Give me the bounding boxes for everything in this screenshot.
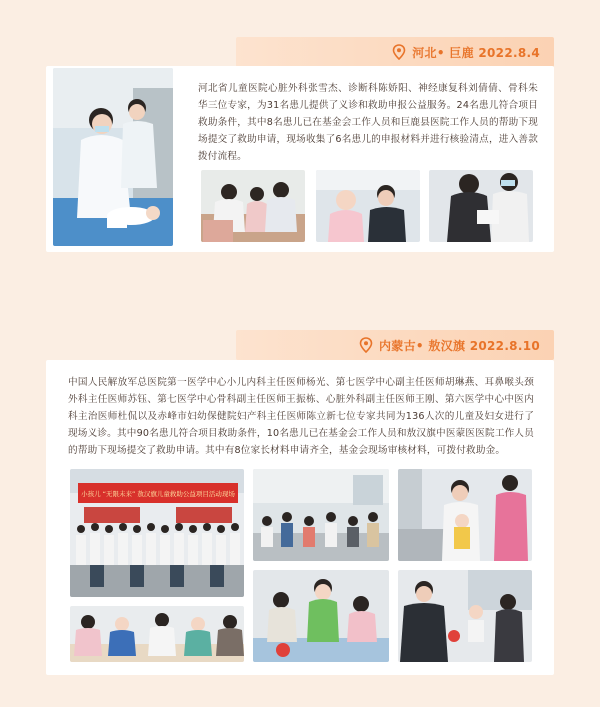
doctor-child-photo	[398, 570, 532, 662]
section1-description: 河北省儿童医院心脏外科张雪杰、诊断科陈娇阳、神经康复科刘倩倩、骨科朱华三位专家，为31名患儿提供了义诊和救助申报公益服务。24名患儿符合项目救助条件，其中8名患儿已在基金会工作人员和巨鹿县医院工作人员的帮助下现场提交了救助申请，现场收集了6名患儿的申报材料并进行核验清点，进入善款拨付流程。	[198, 83, 538, 162]
boy-photo	[253, 570, 389, 662]
location-pin-icon	[392, 44, 406, 60]
event-banner-text: 小孩儿 “无限未来” 敖汉旗儿童救助公益项目活动现场	[81, 490, 235, 498]
child-doctor-photo	[316, 170, 420, 242]
parents-forms-photo	[429, 170, 533, 242]
consultation-photo	[201, 170, 305, 242]
mother-child-photo	[398, 469, 532, 561]
location-bar-hebei	[236, 37, 554, 67]
doctor-exam-photo	[53, 68, 173, 246]
waiting-hall-photo	[253, 469, 389, 561]
section2-description: 中国人民解放军总医院第一医学中心小儿内科主任医师杨光、第七医学中心副主任医师胡琳燕、耳鼻喉头颈外科主任医师苏钰、第七医学中心骨科副主任医师王振栋、心脏外科副主任医师王刚、第六医学中心中医内科主治医师杜侃以及赤峰市妇幼保健院妇产科主任医师陈立新七位专家共同为136人次的儿童及妇女进行了现场义诊。其中90名患儿符合项目救助条件，10名患儿已在基金会工作人员和敖汉旗中医蒙医医院工作人员的帮助下现场提交了救助申请。其中有8位家长材料申请齐全，基金会现场审核材料，可拨付救助金。	[68, 377, 534, 456]
location-text: 河北• 巨鹿 2022.8.4	[412, 45, 540, 60]
group-photo	[70, 469, 244, 597]
location-bar-aohan	[236, 330, 554, 360]
kids-table-photo	[70, 606, 244, 662]
location-pin-icon	[359, 337, 373, 353]
location-text: 内蒙古• 敖汉旗 2022.8.10	[379, 338, 540, 353]
